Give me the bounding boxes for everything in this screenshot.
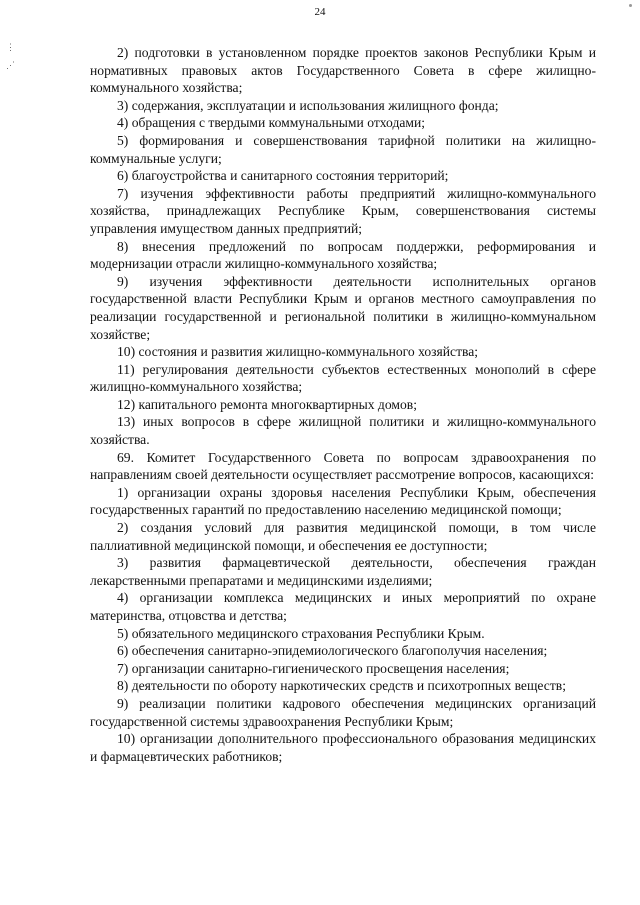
paragraph: 7) изучения эффективности работы предприятий жилищно-коммунального хозяйства, принадлежащих Республике Крым, совершенствования системы управления имуществом данных предприятий; [90,185,596,236]
paragraph: 3) развития фармацевтической деятельности, обеспечения граждан лекарственными препаратами и медицинскими изделиями; [90,555,596,588]
paragraph: 4) обращения с твердыми коммунальными отходами; [117,115,426,131]
document-body [90,44,596,765]
paragraph: 1) организации охраны здоровья населения Республики Крым, обеспечения государственных гарантий по предоставлению населению медицинской помощи; [90,484,596,518]
paragraph: 69. Комитет Государственного Совета по вопросам здравоохранения по направлениям своей деятельности осуществляет рассмотрение вопросов, касающихся: [90,449,596,483]
paragraph: 7) организации санитарно-гигиенического просвещения населения; [117,660,510,676]
paragraph: 10) состояния и развития жилищно-коммунального хозяйства; [117,344,479,360]
scan-artifact-marks: ⋮ ⋰ [6,42,16,70]
paragraph: 9) реализации политики кадрового обеспечения медицинских организаций государственной системы здравоохранения Республики Крым; [90,695,596,729]
paragraph: 2) создания условий для развития медицинской помощи, в том числе паллиативной медицинской помощи, и обеспечения ее доступности; [90,520,596,553]
page-number: 24 [314,6,326,18]
paragraph: 8) внесения предложений по вопросам поддержки, реформирования и модернизации отрасли жилищно-коммунального хозяйства; [90,238,596,272]
paragraph: 4) организации комплекса медицинских и иных мероприятий по охране материнства, отцовства и детства; [90,590,596,623]
paragraph: 10) организации дополнительного профессионального образования медицинских и фармацевтических работников; [90,731,596,764]
paragraph: 6) благоустройства и санитарного состояния территорий; [117,168,449,184]
paragraph: 11) регулирования деятельности субъектов естественных монополий в сфере жилищно-коммунального хозяйства; [90,361,596,395]
paragraph: 6) обеспечения санитарно-эпидемиологического благополучия населения; [117,643,548,659]
paragraph: 13) иных вопросов в сфере жилищной политики и жилищно-коммунального хозяйства. [90,414,596,448]
paragraph: 9) изучения эффективности деятельности исполнительных органов государственной власти Республики Крым и органов местного самоуправления по реализации государственной и региональной политики в жилищно-коммунальном хозяйстве; [90,273,596,342]
paragraph: 12) капитального ремонта многоквартирных домов; [117,396,417,412]
paragraph: 3) содержания, эксплуатации и использования жилищного фонда; [117,97,499,113]
paragraph: 5) обязательного медицинского страхования Республики Крым. [117,625,485,641]
paragraph: 2) подготовки в установленном порядке проектов законов Республики Крым и нормативных правовых актов Государственного Совета в сфере жилищно-коммунального хозяйства; [90,45,596,96]
paragraph: 5) формирования и совершенствования тарифной политики на жилищно-коммунальные услуги; [90,132,596,166]
paragraph: 8) деятельности по обороту наркотических средств и психотропных веществ; [117,678,566,694]
